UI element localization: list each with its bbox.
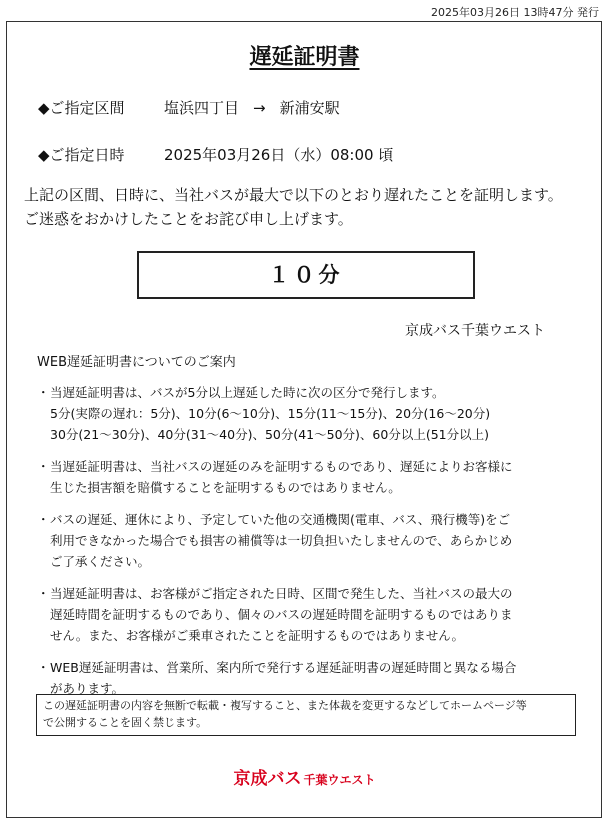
issued-timestamp: 2025年03月26日 13時47分 発行 [431,6,599,19]
delay-minutes-box: １０分 [137,251,475,299]
warning-line: この遅延証明書の内容を無断で転載・複写すること、また体裁を変更するなどしてホームページ等 [43,699,527,712]
note-item [37,657,587,699]
bullet-icon: ・ [37,586,50,601]
note-line: があります。 [50,681,125,696]
route-arrow-icon: → [253,99,266,117]
datetime-field [38,144,393,165]
bullet-icon: ・ [37,512,50,527]
route-to: 新浦安駅 [279,99,340,117]
route-label: ◆ご指定区間 [38,99,125,117]
company-logo [0,764,609,789]
note-line: 遅延時間を証明するものであり、個々のバスの遅延時間を証明するものではありま [50,607,513,622]
bullet-icon: ・ [37,459,50,474]
note-line: 生じた損害額を賠償することを証明するものではありません。 [50,480,401,495]
datetime-value: 2025年03月26日（水）08:00 頃 [164,146,394,164]
note-line: 当遅延証明書は、バスが5分以上遅延した時に次の区分で発行します。 [50,385,445,400]
note-line: WEB遅延証明書は、営業所、案内所で発行する遅延証明書の遅延時間と異なる場合 [50,660,517,675]
certification-statement [24,183,609,231]
page-title [0,40,609,71]
copyright-warning-box [36,694,576,736]
route-from: 塩浜四丁目 [164,99,240,117]
note-item [37,456,587,498]
note-line: 30分(21〜30分)、40分(31〜40分)、50分(41〜50分)、60分以上(51分以上) [50,427,489,442]
route-field [38,97,340,118]
note-line: せん。また、お客様がご乗車されたことを証明するものではありません。 [50,628,465,643]
bullet-icon: ・ [37,660,50,675]
guide-title: WEB遅延証明書についてのご案内 [37,355,236,370]
statement-line: ご迷惑をおかけしたことをお詫び申し上げます。 [24,210,353,228]
note-line: 利用できなかった場合でも損害の補償等は一切負担いたしませんので、あらかじめ [50,533,513,548]
logo-sub-text: 千葉ウエスト [303,773,376,787]
note-line: 当遅延証明書は、お客様がご指定された日時、区間で発生した、当社バスの最大の [50,586,513,601]
statement-line: 上記の区間、日時に、当社バスが最大で以下のとおり遅れたことを証明します。 [24,186,563,204]
datetime-label: ◆ご指定日時 [38,146,125,164]
company-name: 京成バス千葉ウエスト [405,323,545,339]
note-line: 5分(実際の遅れ：5分)、10分(6〜10分)、15分(11〜15分)、20分(16〜20分) [50,406,491,421]
note-item [37,583,587,646]
logo-main-text: 京成バス [233,769,302,789]
bullet-icon: ・ [37,385,50,400]
note-line: バスの遅延、運休により、予定していた他の交通機関(電車、バス、飛行機等)をご [50,512,511,527]
warning-line: で公開することを固く禁じます。 [43,716,208,729]
title-text: 遅延証明書 [249,45,360,70]
note-item [37,382,587,445]
note-line: ご了承ください。 [50,554,151,569]
note-line: 当遅延証明書は、当社バスの遅延のみを証明するものであり、遅延によりお客様に [50,459,513,474]
note-item [37,509,587,572]
guide-notes [37,382,587,710]
